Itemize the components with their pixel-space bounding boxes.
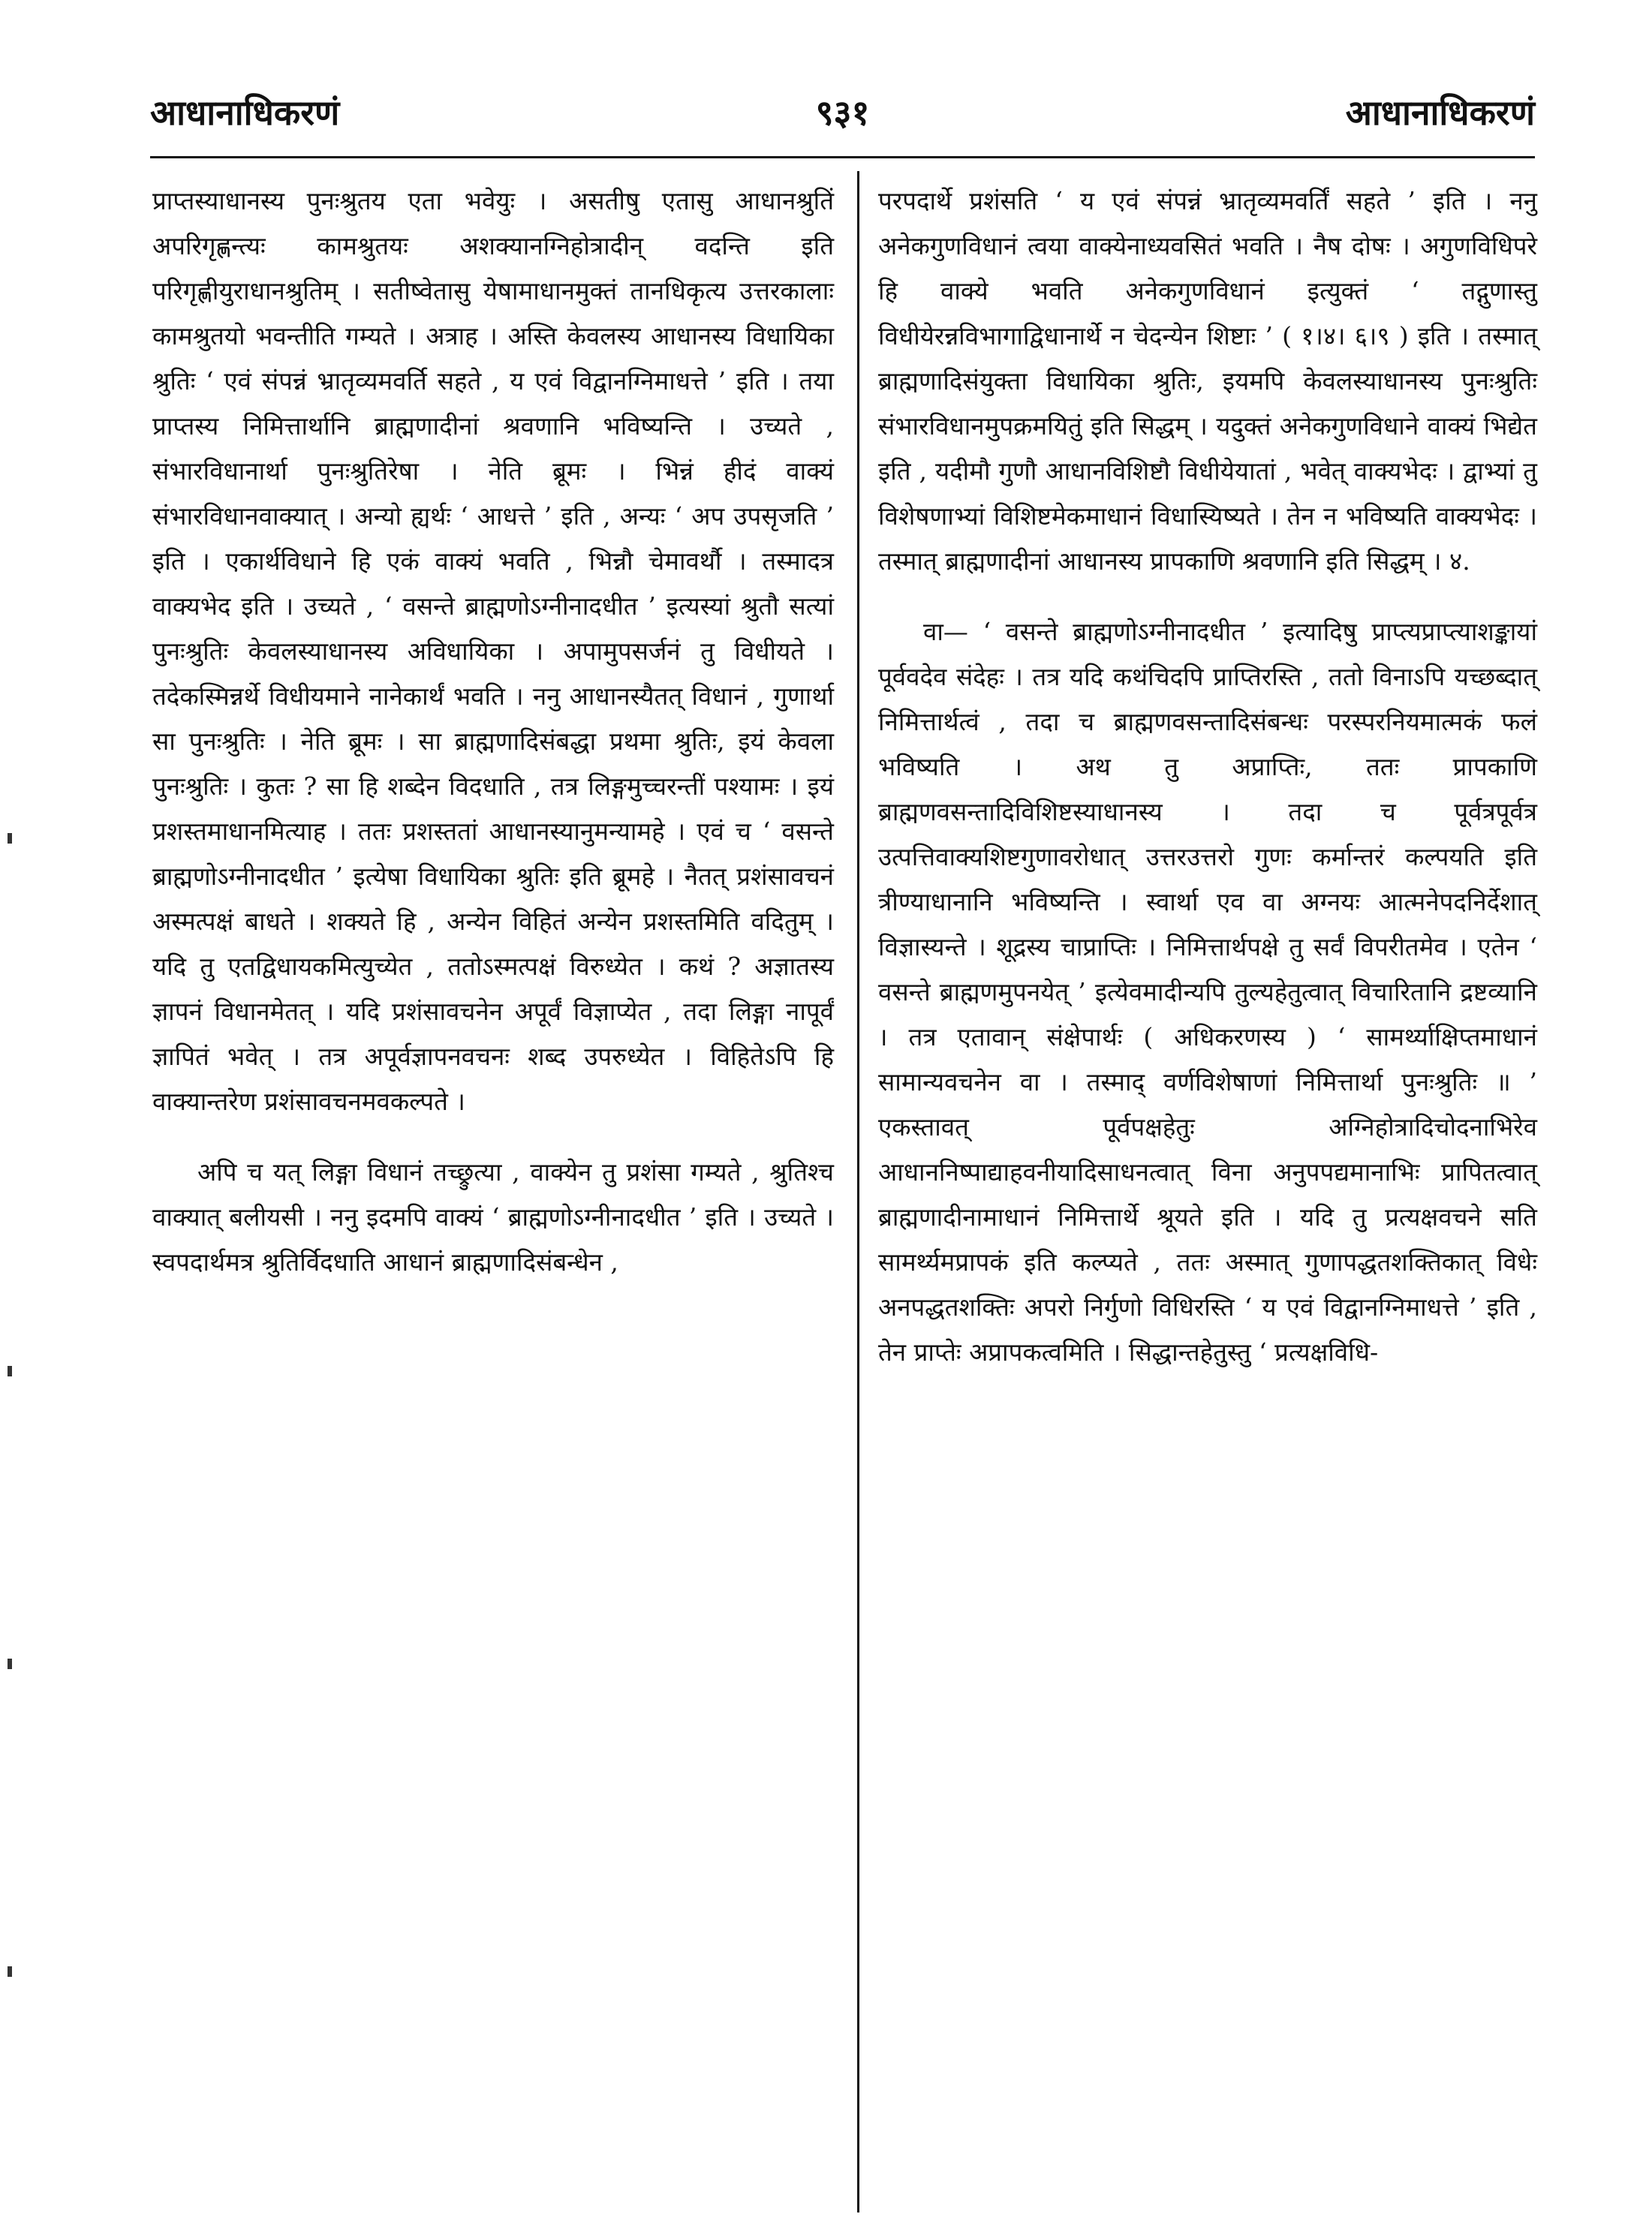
right-paragraph-1: परपदार्थे प्रशंसति ‘ य एवं संपन्नं भ्रातृव्यमवर्तिं सहते ’ इति । ननु अनेकगुणविधानं त्वया वाक्येनाध्यवसितं भवति । नैष दोषः । अगुणविधिपरे हि वाक्ये भवति अनेकगुणविधानं इत्युक्तं ‘ तद्गुणास्तु विधीयेरन्नविभागाद्विधानार्थे न चेदन्येन शिष्टाः ’ ( १।४। ६।९ ) इति । तस्मात् ब्राह्मणादिसंयुक्ता विधायिका श्रुतिः, इयमपि केवलस्याधानस्य पुनःश्रुतिः संभारविधानमुपक्रमयितुं इति सिद्धम् । यदुक्तं अनेकगुणविधाने वाक्यं भिद्येत इति , यदीमौ गुणौ आधानविशिष्टौ विधीयेयातां , भवेत् वाक्यभेदः । द्वाभ्यां तु विशेषणाभ्यां विशिष्टमेकमाधानं विधास्यिष्यते । तेन न भविष्यति वाक्यभेदः । तस्मात् ब्राह्मणादीनां आधानस्य प्रापकाणि श्रवणानि इति सिद्धम् । ४. [878, 186, 1537, 576]
header-right-title: आधानाधिकरणं [1345, 92, 1535, 133]
left-column [152, 179, 834, 1285]
margin-mark [8, 1659, 12, 1669]
header-rule [150, 156, 1535, 158]
right-paragraph-2: वा— ‘ वसन्ते ब्राह्मणोऽग्नीनादधीत ’ इत्यादिषु प्राप्त्यप्राप्त्याशङ्कायां पूर्ववदेव संदेहः । तत्र यदि कथंचिदपि प्राप्तिरस्ति , ततो विनाऽपि यच्छब्दात् निमित्तार्थत्वं , तदा च ब्राह्मणवसन्तादिसंबन्धः परस्परनियमात्मकं फलं भविष्यति । अथ तु अप्राप्तिः, ततः प्रापकाणि ब्राह्मणवसन्तादिविशिष्टस्याधानस्य । तदा च पूर्वत्रपूर्वत्र उत्पत्तिवाक्यशिष्टगुणावरोधात् उत्तरउत्तरो गुणः कर्मान्तरं कल्पयति इति त्रीण्याधानानि भविष्यन्ति । स्वार्था एव वा अग्नयः आत्मनेपदनिर्देशात् विज्ञास्यन्ते । शूद्रस्य चाप्राप्तिः । निमित्तार्थपक्षे तु सर्वं विपरीतमेव । एतेन ‘ वसन्ते ब्राह्मणमुपनयेत् ’ इत्येवमादीन्यपि तुल्यहेतुत्वात् विचारितानि द्रष्टव्यानि । तत्र एतावान् संक्षेपार्थः ( अधिकरणस्य ) ‘ सामर्थ्याक्षिप्तमाधानं सामान्यवचनेन वा । तस्माद् वर्णविशेषाणां निमित्तार्था पुनःश्रुतिः ॥ ’ एकस्तावत् पूर्वपक्षहेतुः अग्निहोत्रादिचोदनाभिरेव आधाननिष्पाद्याहवनीयादिसाधनत्वात् विना अनुपपद्यमानाभिः प्रापितत्वात् ब्राह्मणादीनामाधानं निमित्तार्थे श्रूयते इति । यदि तु प्रत्यक्षवचने सति सामर्थ्यमप्रापकं इति कल्प्यते , ततः अस्मात् गुणापद्धतशक्तिकात् विधेः अनपद्धतशक्तिः अपरो निर्गुणो विधिरस्ति ‘ य एवं विद्वानग्निमाधत्ते ’ इति , तेन प्राप्तेः अप्रापकत्वमिति । सिद्धान्तहेतुस्तु ‘ प्रत्यक्षविधि- [878, 617, 1537, 1367]
left-paragraph-2: अपि च यत् लिङ्गा विधानं तच्छ्रुत्या , वाक्येन तु प्रशंसा गम्यते , श्रुतिश्च वाक्यात् बलीयसी । ननु इदमपि वाक्यं ‘ ब्राह्मणोऽग्नीनादधीत ’ इति । उच्यते । स्वपदार्थमत्र श्रुतिर्विदधाति आधानं ब्राह्मणादिसंबन्धेन , [152, 1157, 834, 1277]
left-paragraph-1: प्राप्तस्याधानस्य पुनःश्रुतय एता भवेयुः । असतीषु एतासु आधानश्रुतिं अपरिगृह्णन्त्यः कामश्रुतयः अशक्यानग्निहोत्रादीन् वदन्ति इति परिगृह्णीयुराधानश्रुतिम् । सतीष्वेतासु येषामाधानमुक्तं तानधिकृत्य उत्तरकालाः कामश्रुतयो भवन्तीति गम्यते । अत्राह । अस्ति केवलस्य आधानस्य विधायिका श्रुतिः ‘ एवं संपन्नं भ्रातृव्यमवर्ति सहते , य एवं विद्वानग्निमाधत्ते ’ इति । तया प्राप्तस्य निमित्तार्थानि ब्राह्मणादीनां श्रवणानि भविष्यन्ति । उच्यते , संभारविधानार्था पुनःश्रुतिरेषा । नेति ब्रूमः । भिन्नं हीदं वाक्यं संभारविधानवाक्यात् । अन्यो ह्यर्थः ‘ आधत्ते ’ इति , अन्यः ‘ अप उपसृजति ’ इति । एकार्थविधाने हि एकं वाक्यं भवति , भिन्नौ चेमावर्थौ । तस्मादत्र वाक्यभेद इति । उच्यते , ‘ वसन्ते ब्राह्मणोऽग्नीनादधीत ’ इत्यस्यां श्रुतौ सत्यां पुनःश्रुतिः केवलस्याधानस्य अविधायिका । अपामुपसर्जनं तु विधीयते । तदेकस्मिन्नर्थे विधीयमाने नानेकार्थं भवति । ननु आधानस्यैतत् विधानं , गुणार्था सा पुनःश्रुतिः । नेति ब्रूमः । सा ब्राह्मणादिसंबद्धा प्रथमा श्रुतिः, इयं केवला पुनःश्रुतिः । कुतः ? सा हि शब्देन विदधाति , तत्र लिङ्गमुच्चरन्तीं पश्यामः । इयं प्रशस्तमाधानमित्याह । ततः प्रशस्ततां आधानस्यानुमन्यामहे । एवं च ‘ वसन्ते ब्राह्मणोऽग्नीनादधीत ’ इत्येषा विधायिका श्रुतिः इति ब्रूमहे । नैतत् प्रशंसावचनं अस्मत्पक्षं बाधते । शक्यते हि , अन्येन विहितं अन्येन प्रशस्तमिति वदितुम् । यदि तु एतद्विधायकमित्युच्येत , ततोऽस्मत्पक्षं विरुध्येत । कथं ? अज्ञातस्य ज्ञापनं विधानमेतत् । यदि प्रशंसावचनेन अपूर्वं विज्ञाप्येत , तदा लिङ्गा नापूर्वं ज्ञापितं भवेत् । तत्र अपूर्वज्ञापनवचनः शब्द उपरुध्येत । विहितेऽपि हि वाक्यान्तरेण प्रशंसावचनमवकल्पते । [152, 186, 834, 1116]
column-divider [857, 171, 859, 2212]
header-left-title: आधानाधिकरणं [150, 92, 340, 133]
running-header [150, 89, 1535, 149]
margin-mark [8, 833, 12, 844]
margin-mark [8, 1966, 12, 1977]
page-number: ९३१ [815, 92, 870, 133]
margin-mark [8, 1366, 12, 1376]
right-column [878, 179, 1537, 1375]
